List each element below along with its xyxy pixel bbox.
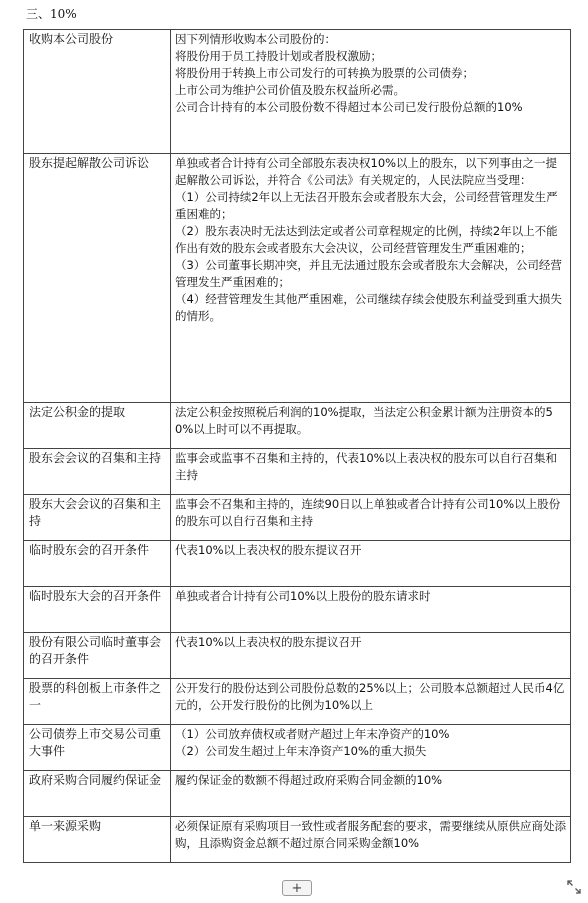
- description-line: 履约保证金的数额不得超过政府采购合同金额的10%: [175, 773, 443, 787]
- table-row: [24, 587, 571, 633]
- expand-icon-glyph: [567, 880, 581, 894]
- term-cell: 股票的科创板上市条件之一: [24, 679, 171, 725]
- description-line: 公开发行的股份达到公司股份总数的25%以上；公司股本总额超过人民币4亿元的，公开发行股份的比例为10%以上: [175, 681, 565, 712]
- term-cell: 临时股东会的召开条件: [24, 541, 171, 587]
- description-line: （2）股东表决时无法达到法定或者公司章程规定的比例，持续2年以上不能作出有效的股东会或者股东大会决议，公司经营管理发生严重困难的；: [175, 224, 558, 255]
- description-line: 监事会不召集和主持的，连续90日以上单独或者合计持有公司10%以上股份的股东可以自行召集和主持: [175, 497, 561, 528]
- description-line: （1）公司放弃债权或者财产超过上年末净资产的10%: [175, 727, 450, 741]
- table-row: [24, 679, 571, 725]
- table-row: [24, 495, 571, 541]
- description-cell: [171, 725, 571, 771]
- table-row: [24, 541, 571, 587]
- description-cell: [171, 541, 571, 587]
- table-row: [24, 725, 571, 771]
- description-line: 上市公司为维护公司价值及股东权益所必需。: [175, 83, 405, 97]
- term-cell: 政府采购合同履约保证金: [24, 771, 171, 817]
- description-line: 法定公积金按照税后利润的10%提取，当法定公积金累计额为注册资本的50%以上时可以不再提取。: [175, 405, 553, 436]
- description-line: （2）公司发生超过上年末净资产10%的重大损失: [175, 744, 427, 758]
- description-cell: [171, 587, 571, 633]
- description-line: 必须保证原有采购项目一致性或者服务配套的要求，需要继续从原供应商处添购，且添购资金总额不超过原合同采购金额10%: [175, 819, 566, 850]
- description-line: 将股份用于员工持股计划或者股权激励；: [175, 49, 382, 63]
- table-row: [24, 817, 571, 863]
- term-cell: 单一来源采购: [24, 817, 171, 863]
- description-cell: [171, 449, 571, 495]
- description-cell: [171, 679, 571, 725]
- term-cell: 股东会会议的召集和主持: [24, 449, 171, 495]
- term-cell: 股东大会会议的召集和主持: [24, 495, 171, 541]
- description-line: 单独或者合计持有公司10%以上股份的股东请求时: [175, 589, 431, 603]
- description-cell: [171, 771, 571, 817]
- table-row: [24, 771, 571, 817]
- add-row-button[interactable]: +: [282, 880, 312, 896]
- term-cell: 股东提起解散公司诉讼: [24, 154, 171, 403]
- section-heading: 三、10%: [26, 7, 77, 21]
- term-cell: 法定公积金的提取: [24, 403, 171, 449]
- description-line: 公司合计持有的本公司股份数不得超过本公司已发行股份总额的10%: [175, 100, 523, 114]
- description-line: 因下列情形收购本公司股份的：: [175, 32, 336, 46]
- term-cell: 股份有限公司临时董事会的召开条件: [24, 633, 171, 679]
- description-cell: [171, 154, 571, 403]
- description-cell: [171, 403, 571, 449]
- description-line: 监事会或监事不召集和主持的，代表10%以上表决权的股东可以自行召集和主持: [175, 451, 558, 482]
- description-cell: [171, 30, 571, 154]
- expand-icon[interactable]: [566, 880, 582, 896]
- table-row: [24, 633, 571, 679]
- table-row: [24, 449, 571, 495]
- table-row: [24, 403, 571, 449]
- term-cell: 收购本公司股份: [24, 30, 171, 154]
- description-cell: [171, 495, 571, 541]
- description-cell: [171, 633, 571, 679]
- table-body: [24, 30, 571, 863]
- description-line: （4）经营管理发生其他严重困难，公司继续存续会使股东利益受到重大损失的情形。: [175, 292, 562, 323]
- description-cell: [171, 817, 571, 863]
- description-line: （3）公司董事长期冲突，并且无法通过股东会或者股东大会解决，公司经营管理发生严重困难的；: [175, 258, 562, 289]
- description-line: 单独或者合计持有公司全部股东表决权10%以上的股东，以下列事由之一提起解散公司诉讼，并符合《公司法》有关规定的，人民法院应当受理：: [175, 156, 558, 187]
- description-line: 将股份用于转换上市公司发行的可转换为股票的公司债券；: [175, 66, 474, 80]
- rules-table: [23, 29, 571, 863]
- term-cell: 公司债券上市交易公司重大事件: [24, 725, 171, 771]
- description-line: （1）公司持续2年以上无法召开股东会或者股东大会，公司经营管理发生严重困难的；: [175, 190, 558, 221]
- table-row: [24, 154, 571, 403]
- table-row: [24, 30, 571, 154]
- description-line: 代表10%以上表决权的股东提议召开: [175, 543, 362, 557]
- term-cell: 临时股东大会的召开条件: [24, 587, 171, 633]
- description-line: 代表10%以上表决权的股东提议召开: [175, 635, 362, 649]
